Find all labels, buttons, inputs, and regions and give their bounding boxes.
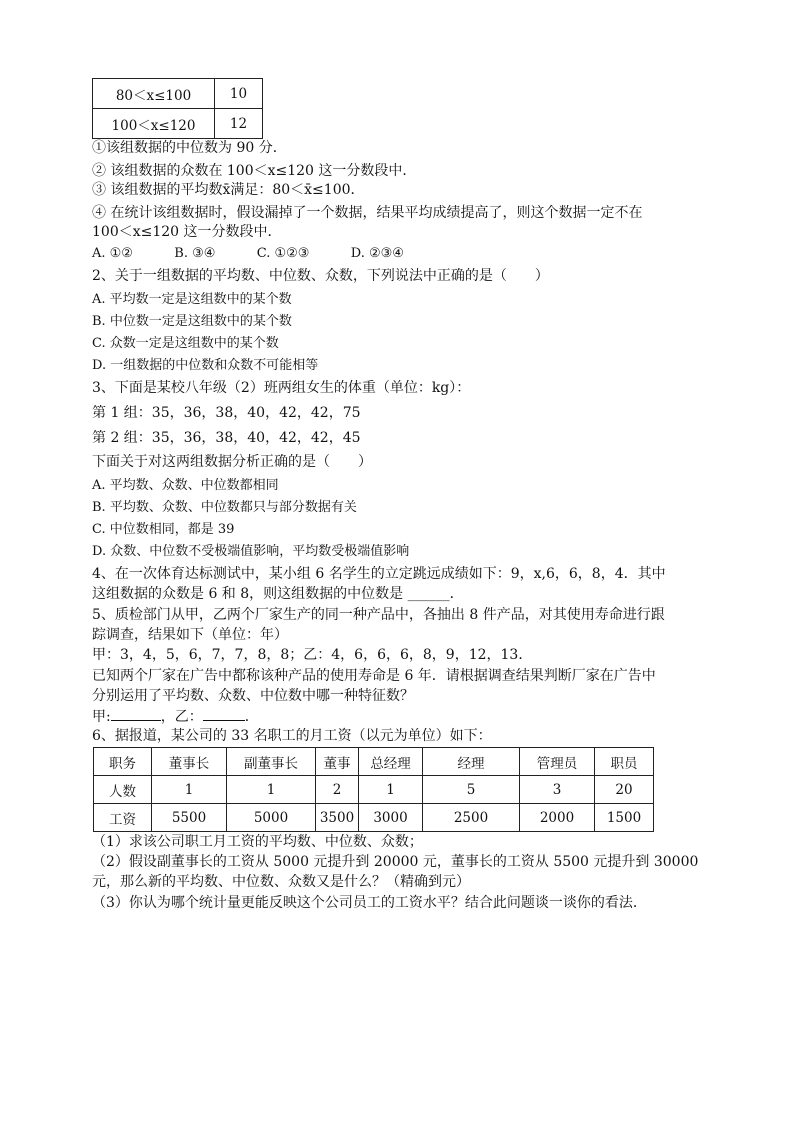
jia-label: 甲: xyxy=(92,709,111,725)
table-cell: 5 xyxy=(423,776,520,804)
table-cell: 1500 xyxy=(595,804,654,832)
q3-option: B. 平均数、众数、中位数都只与部分数据有关 xyxy=(92,500,357,515)
q3-group1: 第 1 组：35，36，38，40，42，42，75 xyxy=(92,405,361,421)
q3-stem: 3、下面是某校八年级（2）班两组女生的体重（单位：kg）： xyxy=(92,380,471,396)
q5-data: 甲：3，4，5，6，7，7，8，8；乙：4，6，6，6，8，9，12，13． xyxy=(92,647,533,663)
range-cell: 80＜x≤100 xyxy=(93,79,215,109)
q1-statement: 100＜x≤120 这一分数段中． xyxy=(92,224,282,240)
q4-line: 这组数据的众数是 6 和 8，则这组数据的中位数是 ______． xyxy=(92,586,464,602)
q3-option: C. 中位数相同，都是 39 xyxy=(92,522,235,537)
table-cell: 20 xyxy=(595,776,654,804)
q6-subquestion: （1）求该公司职工月工资的平均数、中位数、众数； xyxy=(92,834,423,850)
table-cell: 5500 xyxy=(152,804,227,832)
table-cell: 2000 xyxy=(520,804,595,832)
header-cell: 经理 xyxy=(423,748,520,776)
yi-label: ，乙： xyxy=(160,709,203,725)
q3-option: D. 众数、中位数不受极端值影响，平均数受极端值影响 xyxy=(92,544,410,559)
table-cell: 1 xyxy=(359,776,423,804)
header-cell: 副董事长 xyxy=(227,748,316,776)
q2-option: C. 众数一定是这组数中的某个数 xyxy=(92,336,279,351)
table-cell: 3500 xyxy=(316,804,359,832)
q5-answer-line xyxy=(92,706,259,727)
table-row xyxy=(94,776,654,804)
q6-subquestion: 元，那么新的平均数、中位数、众数又是什么？（精确到元） xyxy=(92,874,470,890)
q1-statement: ② 该组数据的众数在 100＜x≤120 这一分数段中． xyxy=(92,163,417,179)
table-row xyxy=(94,748,654,776)
q5-line: 踪调查，结果如下（单位：年） xyxy=(92,627,288,643)
table-row xyxy=(93,79,263,109)
header-cell: 董事 xyxy=(316,748,359,776)
table-cell: 3000 xyxy=(359,804,423,832)
q6-stem: 6、据报道，某公司的 33 名职工的月工资（以元为单位）如下： xyxy=(92,728,492,744)
q1-options: A. ①② B. ③④ C. ①②③ D. ②③④ xyxy=(92,246,404,261)
header-cell: 管理员 xyxy=(520,748,595,776)
header-cell: 职员 xyxy=(595,748,654,776)
q5-line: 已知两个厂家在广告中都称该种产品的使用寿命是 6 年．请根据调查结果判断厂家在广告中 xyxy=(92,668,656,684)
table-row xyxy=(94,804,654,832)
table-cell: 1 xyxy=(227,776,316,804)
row-label-cell: 人数 xyxy=(94,776,152,804)
salary-table xyxy=(93,747,654,832)
header-cell: 职务 xyxy=(94,748,152,776)
q6-subquestion: （2）假设副董事长的工资从 5000 元提升到 20000 元，董事长的工资从 5500 元提升到 30000 xyxy=(92,854,699,870)
table-cell: 2500 xyxy=(423,804,520,832)
range-cell: 100＜x≤120 xyxy=(93,109,215,139)
row-label-cell: 工资 xyxy=(94,804,152,832)
yi-answer-blank[interactable] xyxy=(203,706,245,721)
q2-stem: 2、关于一组数据的平均数、中位数、众数，下列说法中正确的是（ ） xyxy=(92,268,549,284)
table-cell: 3 xyxy=(520,776,595,804)
frequency-cell: 10 xyxy=(215,79,263,109)
jia-answer-blank[interactable] xyxy=(111,706,161,721)
q6-subquestion: （3）你认为哪个统计量更能反映这个公司员工的工资水平？结合此问题谈一谈你的看法． xyxy=(92,895,647,911)
frequency-cell: 12 xyxy=(215,109,263,139)
q5-line: 分别运用了平均数、众数、中位数中哪一种特征数？ xyxy=(92,688,414,704)
table-cell: 5000 xyxy=(227,804,316,832)
header-cell: 董事长 xyxy=(152,748,227,776)
q1-statement: ③ 该组数据的平均数x̄满足：80＜x̄≤100． xyxy=(92,182,365,198)
q2-option: A. 平均数一定是这组数中的某个数 xyxy=(92,292,292,307)
q3-option: A. 平均数、众数、中位数都相同 xyxy=(92,478,279,493)
period: ． xyxy=(244,709,259,725)
q2-option: D. 一组数据的中位数和众数不可能相等 xyxy=(92,358,319,373)
q3-question: 下面关于对这两组数据分析正确的是（ ） xyxy=(92,454,372,470)
q1-statement: ④ 在统计该组数据时，假设漏掉了一个数据，结果平均成绩提高了，则这个数据一定不在 xyxy=(92,205,643,221)
header-cell: 总经理 xyxy=(359,748,423,776)
q3-group2: 第 2 组：35，36，38，40，42，42，45 xyxy=(92,430,361,446)
q5-line: 5、质检部门从甲，乙两个厂家生产的同一种产品中，各抽出 8 件产品，对其使用寿命进行跟 xyxy=(92,607,665,623)
table-cell: 1 xyxy=(152,776,227,804)
q2-option: B. 中位数一定是这组数中的某个数 xyxy=(92,314,292,329)
table-cell: 2 xyxy=(316,776,359,804)
q4-line: 4、在一次体育达标测试中，某小组 6 名学生的立定跳远成绩如下：9，x,6，6，8，4．其中 xyxy=(92,566,666,582)
score-range-table xyxy=(92,78,263,139)
q1-statement: ①该组数据的中位数为 90 分． xyxy=(92,140,287,156)
table-row xyxy=(93,109,263,139)
